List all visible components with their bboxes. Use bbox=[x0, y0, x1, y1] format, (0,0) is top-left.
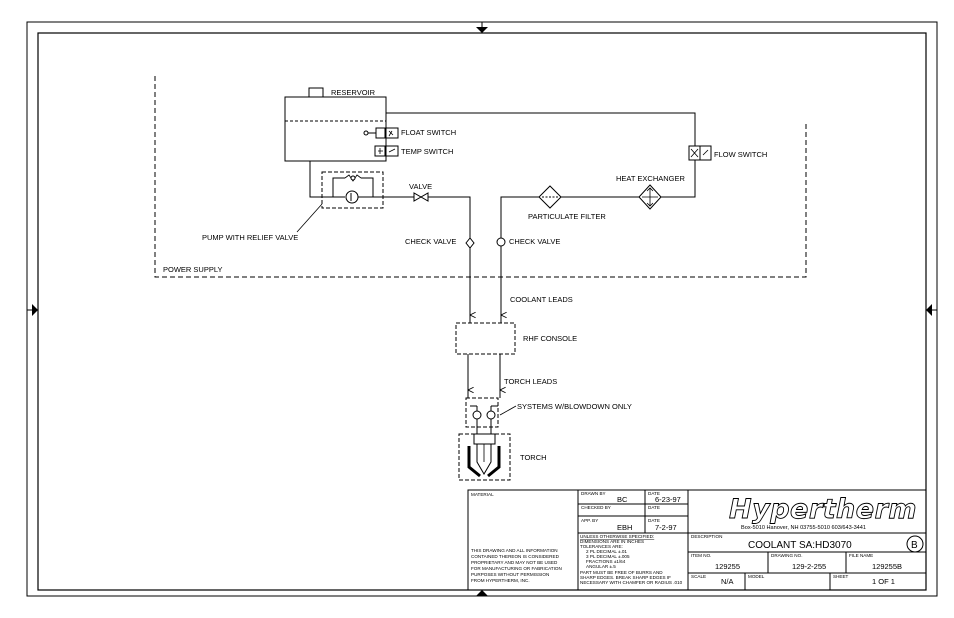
sheet-label: SHEET bbox=[833, 574, 849, 579]
reservoir-label: RESERVOIR bbox=[331, 88, 376, 97]
drawn-date-value: 6-23-97 bbox=[655, 495, 681, 504]
proprietary-line-3: PROPRIETARY AND MAY NOT BE USED bbox=[471, 560, 558, 565]
blowdown-valve-left-icon bbox=[473, 411, 481, 419]
revision-value: B bbox=[911, 540, 918, 551]
tolerance-line-7: ANGULAR ±.5 bbox=[586, 564, 616, 569]
scale-value: N/A bbox=[721, 577, 734, 586]
blowdown-label: SYSTEMS W/BLOWDOWN ONLY bbox=[517, 402, 632, 411]
check-valve-left-icon bbox=[466, 238, 474, 248]
pump-relief-label: PUMP WITH RELIEF VALVE bbox=[202, 233, 299, 242]
blowdown-valve-right-icon bbox=[487, 411, 495, 419]
reservoir-tank bbox=[285, 97, 386, 161]
proprietary-line-4: FOR MANUFACTURING OR FABRICATION bbox=[471, 566, 562, 571]
tolerance-line-4: 2 PL DECIMAL ±.01 bbox=[586, 549, 627, 554]
power-supply-boundary bbox=[155, 76, 806, 277]
check-valve-left-label: CHECK VALVE bbox=[405, 237, 457, 246]
app-date-value: 7-2-97 bbox=[655, 523, 677, 532]
checked-date-label: DATE bbox=[648, 505, 660, 510]
float-switch-icon bbox=[364, 131, 368, 135]
tolerance-line-6: FRACTIONS ±1/64 bbox=[586, 559, 626, 564]
proprietary-line-6: FROM HYPERTHERM, INC. bbox=[471, 578, 530, 583]
center-mark-bottom bbox=[476, 590, 488, 596]
app-date-label: DATE bbox=[648, 518, 660, 523]
description-label: DESCRIPTION bbox=[691, 534, 723, 539]
power-supply-label: POWER SUPPLY bbox=[163, 265, 223, 274]
drawn-by-value: BC bbox=[617, 495, 628, 504]
tolerance-line-10: NECESSARY WITH CHAMFER OR RADIUS .010 bbox=[580, 580, 683, 585]
center-mark-left bbox=[32, 304, 38, 316]
item-no-value: 129255 bbox=[715, 562, 741, 571]
tolerance-line-2: DIMENSIONS ARE IN INCHES bbox=[580, 539, 645, 544]
torch-label: TORCH bbox=[520, 453, 547, 462]
drawn-by-label: DRAWN BY bbox=[581, 491, 606, 496]
blowdown-enclosure bbox=[466, 398, 498, 427]
tolerance-line-5: 3 PL DECIMAL ±.005 bbox=[586, 554, 630, 559]
app-by-label: APP. BY bbox=[581, 518, 599, 523]
tolerance-line-3: TOLERANCES ARE: bbox=[580, 544, 623, 549]
app-by-value: EBH bbox=[617, 523, 633, 532]
rhf-console bbox=[456, 323, 515, 354]
center-mark-right bbox=[926, 304, 932, 316]
proprietary-line-2: CONTAINED THEREON IS CONSIDERED bbox=[471, 554, 559, 559]
pump-icon bbox=[346, 191, 358, 203]
check-valve-right-icon bbox=[497, 238, 505, 246]
proprietary-line-5: PURPOSES WITHOUT PERMISSION bbox=[471, 572, 550, 577]
coolant-leads-label: COOLANT LEADS bbox=[510, 295, 573, 304]
rhf-console-label: RHF CONSOLE bbox=[523, 334, 578, 343]
scale-label: SCALE bbox=[691, 574, 707, 579]
file-name-value: 129255B bbox=[872, 562, 903, 571]
file-name-label: FILE NAME bbox=[849, 553, 874, 558]
material-label: MATERIAL bbox=[471, 492, 494, 497]
heat-exchanger-label: HEAT EXCHANGER bbox=[616, 174, 685, 183]
reservoir-cap bbox=[309, 88, 323, 97]
company-logo: Hypertherm bbox=[729, 494, 918, 525]
description-value: COOLANT SA:HD3070 bbox=[748, 540, 852, 551]
tolerance-line-1: UNLESS OTHERWISE SPECIFIED: bbox=[580, 534, 655, 539]
particulate-filter-label: PARTICULATE FILTER bbox=[528, 212, 606, 221]
float-switch-label: FLOAT SWITCH bbox=[401, 128, 457, 137]
drawn-date-label: DATE bbox=[648, 491, 660, 496]
valve-icon bbox=[414, 193, 428, 201]
temp-switch-label: TEMP SWITCH bbox=[401, 147, 454, 156]
drawing-no-value: 129-2-255 bbox=[792, 562, 827, 571]
checked-by-label: CHECKED BY bbox=[581, 505, 611, 510]
tolerance-line-9: SHARP EDGES. BREAK SHARP EDGES IF bbox=[580, 575, 671, 580]
item-no-label: ITEM NO. bbox=[691, 553, 712, 558]
model-label: MODEL bbox=[748, 574, 765, 579]
sheet-value: 1 OF 1 bbox=[872, 577, 895, 586]
check-valve-right-label: CHECK VALVE bbox=[509, 237, 561, 246]
tolerance-line-8: PART MUST BE FREE OF BURRS AND bbox=[580, 570, 663, 575]
valve-label: VALVE bbox=[409, 182, 433, 191]
center-mark-top bbox=[476, 27, 488, 33]
flow-switch-label: FLOW SWITCH bbox=[714, 150, 768, 159]
drawing-no-label: DRAWING NO. bbox=[771, 553, 803, 558]
company-address: Box-5010 Hanover, NH 03755-5010 603/643-3441 bbox=[741, 525, 867, 531]
proprietary-line-1: THIS DRAWING AND ALL INFORMATION bbox=[471, 548, 558, 553]
torch-leads-label: TORCH LEADS bbox=[504, 377, 558, 386]
